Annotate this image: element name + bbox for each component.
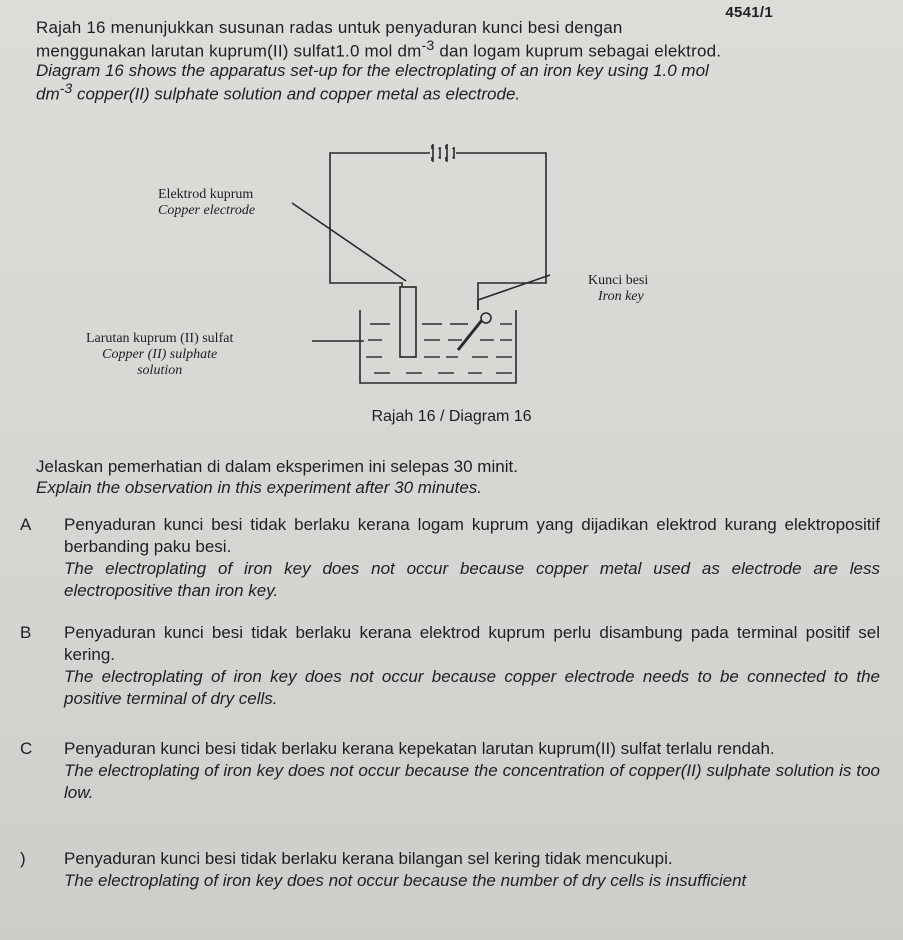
copper-electrode xyxy=(400,287,416,357)
option-english-text: The electroplating of iron key does not occur because the number of dry cells is insufficient xyxy=(64,871,747,890)
intro-malay-line1: Rajah 16 menunjukkan susunan radas untuk penyaduran kunci besi dengan xyxy=(36,18,623,37)
key-wire xyxy=(478,275,550,310)
option-malay-text: Penyaduran kunci besi tidak berlaku kerana kepekatan larutan kuprum(II) sulfat terlalu rendah. xyxy=(64,739,775,758)
beaker xyxy=(360,310,516,383)
option-malay-text: Penyaduran kunci besi tidak berlaku kerana elektrod kuprum perlu disambung pada terminal positif sel kering. xyxy=(64,623,880,664)
option-letter: ) xyxy=(20,849,26,868)
apparatus-diagram xyxy=(60,135,700,395)
question-malay: Jelaskan pemerhatian di dalam eksperimen ini selepas 30 minit. xyxy=(36,457,518,476)
label-copper-electrode xyxy=(158,187,255,219)
question-english: Explain the observation in this experiment after 30 minutes. xyxy=(36,478,483,497)
superscript: -3 xyxy=(59,80,73,97)
label-solution-english: Copper (II) sulphate xyxy=(102,347,218,362)
intro-english-line2-text-end: copper(II) sulphate solution and copper metal as electrode. xyxy=(72,84,521,104)
paper-code: 4541/1 xyxy=(725,4,773,21)
intro-malay-line2 xyxy=(36,37,876,61)
label-solution-english-2: solution xyxy=(137,363,183,378)
option-a[interactable] xyxy=(20,514,880,602)
option-english-text: The electroplating of iron key does not occur because copper metal used as electrode are less electropositive than iron key. xyxy=(64,559,880,600)
option-malay-text: Penyaduran kunci besi tidak berlaku kerana bilangan sel kering tidak mencukupi. xyxy=(64,849,673,868)
superscript: -3 xyxy=(421,38,435,54)
label-electrode-english: Copper electrode xyxy=(158,203,256,218)
intro-malay-line2-text: menggunakan larutan kuprum(II) sulfat1.0 mol dm xyxy=(36,41,422,61)
option-malay-text: Penyaduran kunci besi tidak berlaku kerana logam kuprum yang dijadikan elektrod kurang elektropositif berbanding paku besi. xyxy=(64,515,880,556)
diagram-caption: Rajah 16 / Diagram 16 xyxy=(371,408,532,425)
option-c[interactable] xyxy=(20,738,880,804)
label-iron-key xyxy=(588,273,648,305)
solution-dashes xyxy=(366,324,512,373)
label-solution-malay: Larutan kuprum (II) sulfat xyxy=(86,331,234,346)
label-key-malay: Kunci besi xyxy=(588,273,649,288)
option-d[interactable] xyxy=(20,848,880,892)
intro-english-line1: Diagram 16 shows the apparatus set-up for the electroplating of an iron key using 1.0 mol xyxy=(36,60,709,80)
option-letter: C xyxy=(20,739,33,758)
option-english-text: The electroplating of iron key does not occur because copper electrode needs to be connected to the positive terminal of dry cells. xyxy=(64,667,880,708)
question-stem xyxy=(36,456,876,498)
option-english-text: The electroplating of iron key does not occur because the concentration of copper(II) sulphate solution is too low. xyxy=(64,761,880,802)
label-electrode-malay: Elektrod kuprum xyxy=(158,187,254,202)
question-intro xyxy=(36,18,876,103)
intro-english-line2 xyxy=(36,80,876,104)
option-letter: A xyxy=(20,515,32,534)
intro-english-line2-text: dm xyxy=(36,84,60,104)
circuit-wire xyxy=(330,153,546,310)
option-letter: B xyxy=(20,623,32,642)
intro-malay-line2-text-end: dan logam kuprum sebagai elektrod. xyxy=(434,41,722,61)
label-solution xyxy=(86,331,233,379)
electrode-pointer xyxy=(292,203,406,281)
option-b[interactable] xyxy=(20,622,880,710)
label-key-english: Iron key xyxy=(598,289,644,304)
